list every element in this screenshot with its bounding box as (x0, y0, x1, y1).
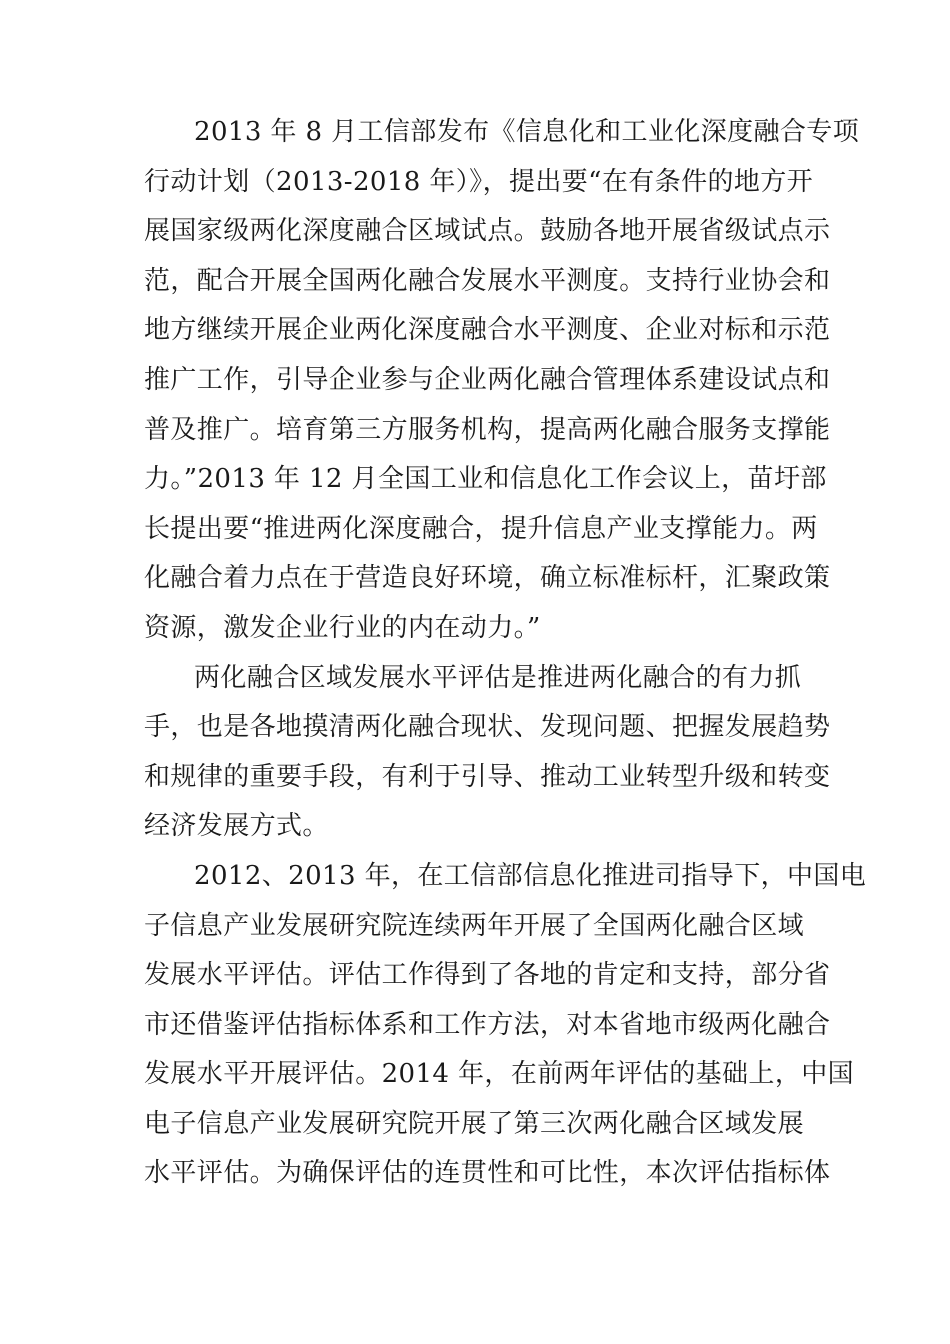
text-line: 化融合着力点在于营造良好环境，确立标准标杆，汇聚政策 (144, 563, 831, 594)
paragraph-3 (144, 852, 867, 1199)
text-line: 和规律的重要手段，有利于引导、推动工业转型升级和转变 (144, 761, 831, 792)
paragraph-1 (144, 108, 860, 654)
text-line: 水平评估。为确保评估的连贯性和可比性，本次评估指标体 (144, 1158, 831, 1189)
text-line: 经济发展方式。 (144, 811, 329, 842)
text-line: 长提出要“推进两化深度融合，提升信息产业支撑能力。两 (144, 513, 818, 544)
text-line: 2012、2013 年，在工信部信息化推进司指导下，中国电 (194, 860, 867, 891)
text-line: 2013 年 8 月工信部发布《信息化和工业化深度融合专项 (194, 117, 860, 147)
text-line: 手，也是各地摸清两化融合现状、发现问题、把握发展趋势 (144, 712, 831, 743)
text-line: 子信息产业发展研究院连续两年开展了全国两化融合区域 (144, 910, 805, 941)
text-line: 两化融合区域发展水平评估是推进两化融合的有力抓 (194, 662, 802, 693)
text-line: 范，配合开展全国两化融合发展水平测度。支持行业协会和 (144, 265, 831, 296)
text-line: 市还借鉴评估指标体系和工作方法，对本省地市级两化融合 (144, 1009, 831, 1040)
text-line: 资源，激发企业行业的内在动力。” (144, 612, 541, 643)
text-line: 电子信息产业发展研究院开展了第三次两化融合区域发展 (144, 1108, 805, 1139)
text-line: 发展水平开展评估。2014 年，在前两年评估的基础上，中国 (144, 1059, 855, 1090)
text-line: 地方继续开展企业两化深度融合水平测度、企业对标和示范 (144, 315, 831, 346)
paragraph-2 (144, 654, 844, 852)
text-line: 发展水平评估。评估工作得到了各地的肯定和支持，部分省 (144, 960, 831, 991)
text-line: 行动计划（2013-2018 年）》，提出要“在有条件的地方开 (144, 166, 814, 197)
text-line: 推广工作，引导企业参与企业两化融合管理体系建设试点和 (144, 364, 831, 395)
text-line: 展国家级两化深度融合区域试点。鼓励各地开展省级试点示 (144, 216, 831, 247)
text-line: 力。”2013 年 12 月全国工业和信息化工作会议上，苗圩部 (144, 464, 827, 495)
text-line: 普及推广。培育第三方服务机构，提高两化融合服务支撑能 (144, 414, 831, 445)
body-text (144, 108, 867, 1199)
